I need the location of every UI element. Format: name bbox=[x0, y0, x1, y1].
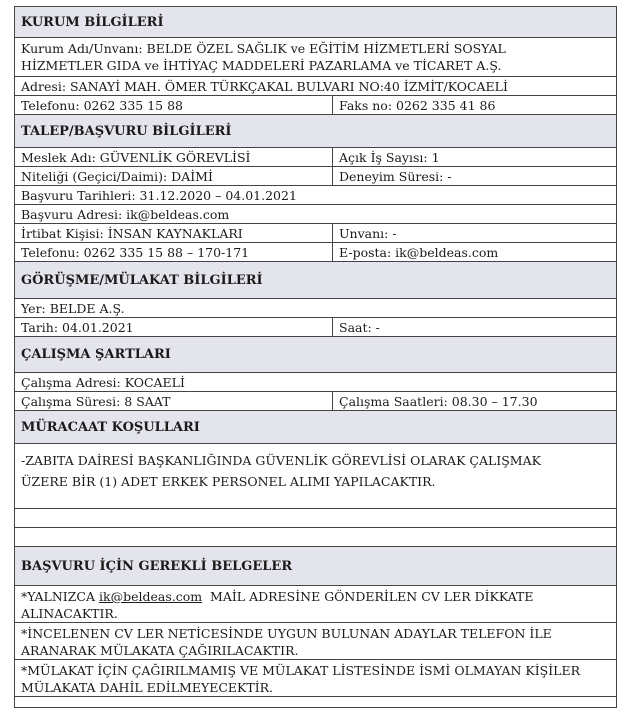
niteligi: Niteliği (Geçici/Daimi): DAİMİ bbox=[15, 167, 333, 185]
kurum-name-line2: HİZMETLER GIDA ve İHTİYAÇ MADDELERİ PAZARLAMA ve TİCARET A.Ş. bbox=[21, 58, 502, 73]
gorusme-yer: Yer: BELDE A.Ş. bbox=[21, 300, 125, 316]
belgeler-item-1-line1 bbox=[21, 588, 610, 605]
kurum-phone: Telefonu: 0262 335 15 88 bbox=[15, 96, 333, 114]
talep-row-2 bbox=[15, 167, 616, 186]
section-muracaat-heading: MÜRACAAT KOŞULLARI bbox=[15, 411, 616, 444]
unvani: Unvanı: - bbox=[339, 225, 397, 241]
basvuru-adresi: Başvuru Adresi: ik@beldeas.com bbox=[21, 206, 230, 222]
gorusme-row-1 bbox=[15, 299, 616, 318]
talep-row-4 bbox=[15, 205, 616, 224]
talep-eposta: E-posta: ik@beldeas.com bbox=[339, 244, 499, 260]
calisma-row-1 bbox=[15, 373, 616, 392]
gorusme-tarih: Tarih: 04.01.2021 bbox=[15, 318, 333, 336]
section-calisma-heading: ÇALIŞMA ŞARTLARI bbox=[15, 337, 616, 373]
calisma-saatleri: Çalışma Saatleri: 08.30 – 17.30 bbox=[339, 393, 538, 409]
talep-row-3 bbox=[15, 186, 616, 205]
basvuru-tarihleri: Başvuru Tarihleri: 31.12.2020 – 04.01.2021 bbox=[21, 187, 297, 203]
section-kurum-heading: KURUM BİLGİLERİ bbox=[15, 7, 616, 38]
belgeler-item-3-text bbox=[15, 660, 616, 696]
kurum-address: Adresi: SANAYİ MAH. ÖMER TÜRKÇAKAL BULVARI NO:40 İZMİT/KOCAELİ bbox=[21, 78, 508, 94]
belgeler-item-1-text bbox=[15, 586, 616, 622]
muracaat-row bbox=[15, 444, 616, 509]
belgeler-item-2-line1: *İNCELENEN CV LER NETİCESİNDE UYGUN BULUNAN ADAYLAR TELEFON İLE bbox=[21, 626, 552, 641]
muracaat-line2: ÜZERE BİR (1) ADET ERKEK PERSONEL ALIMI YAPILACAKTIR. bbox=[21, 474, 436, 489]
section-belgeler-heading: BAŞVURU İÇİN GEREKLİ BELGELER bbox=[15, 547, 616, 586]
talep-telefon: Telefonu: 0262 335 15 88 – 170-171 bbox=[15, 243, 333, 261]
talep-row-1 bbox=[15, 148, 616, 167]
muracaat-text bbox=[15, 444, 616, 508]
deneyim-suresi: Deneyim Süresi: - bbox=[339, 168, 452, 184]
belgeler-item-2 bbox=[15, 623, 616, 660]
belgeler-item-1-pre: *YALNIZCA bbox=[21, 589, 99, 604]
kurum-address-row bbox=[15, 77, 616, 96]
empty-row-1 bbox=[15, 509, 616, 528]
belgeler-item-3 bbox=[15, 660, 616, 697]
belgeler-item-2-line2: ARANARAK MÜLAKATA ÇAĞIRILACAKTIR. bbox=[21, 643, 299, 658]
email-link[interactable]: ik@beldeas.com bbox=[99, 589, 203, 604]
meslek-adi: Meslek Adı: GÜVENLİK GÖREVLİSİ bbox=[15, 148, 333, 166]
section-gorusme-heading: GÖRÜŞME/MÜLAKAT BİLGİLERİ bbox=[15, 262, 616, 299]
gorusme-row-2 bbox=[15, 318, 616, 337]
job-posting-form bbox=[14, 6, 617, 708]
kurum-fax: Faks no: 0262 335 41 86 bbox=[339, 97, 496, 113]
calisma-suresi: Çalışma Süresi: 8 SAAT bbox=[15, 392, 333, 410]
belgeler-item-1-post: MAİL ADRESİNE GÖNDERİLEN CV LER DİKKATE bbox=[202, 589, 534, 604]
talep-row-5 bbox=[15, 224, 616, 243]
empty-row-3 bbox=[15, 697, 616, 708]
muracaat-line1: -ZABITA DAİRESİ BAŞKANLIĞINDA GÜVENLİK GÖREVLİSİ OLARAK ÇALIŞMAK bbox=[21, 453, 541, 468]
kurum-name bbox=[15, 38, 616, 76]
belgeler-item-1-line2: ALINACAKTIR. bbox=[21, 606, 118, 621]
belgeler-item-3-line2: MÜLAKATA DAHİL EDİLMEYECEKTİR. bbox=[21, 680, 274, 695]
acik-is-sayisi: Açık İş Sayısı: 1 bbox=[339, 149, 440, 165]
calisma-row-2 bbox=[15, 392, 616, 411]
belgeler-item-2-text bbox=[15, 623, 616, 659]
belgeler-item-1 bbox=[15, 586, 616, 623]
kurum-name-line1: Kurum Adı/Unvanı: BELDE ÖZEL SAĞLIK ve EĞİTİM HİZMETLERİ SOSYAL bbox=[21, 41, 506, 56]
belgeler-item-3-line1: *MÜLAKAT İÇİN ÇAĞIRILMAMIŞ VE MÜLAKAT LİSTESİNDE İSMİ OLMAYAN KİŞİLER bbox=[21, 663, 581, 678]
section-talep-heading: TALEP/BAŞVURU BİLGİLERİ bbox=[15, 115, 616, 148]
gorusme-saat: Saat: - bbox=[339, 319, 380, 335]
kurum-contact-row bbox=[15, 96, 616, 115]
irtibat-kisisi: İrtibat Kişisi: İNSAN KAYNAKLARI bbox=[15, 224, 333, 242]
kurum-name-row bbox=[15, 38, 616, 77]
empty-row-2 bbox=[15, 528, 616, 547]
talep-row-6 bbox=[15, 243, 616, 262]
calisma-adresi: Çalışma Adresi: KOCAELİ bbox=[21, 374, 185, 390]
